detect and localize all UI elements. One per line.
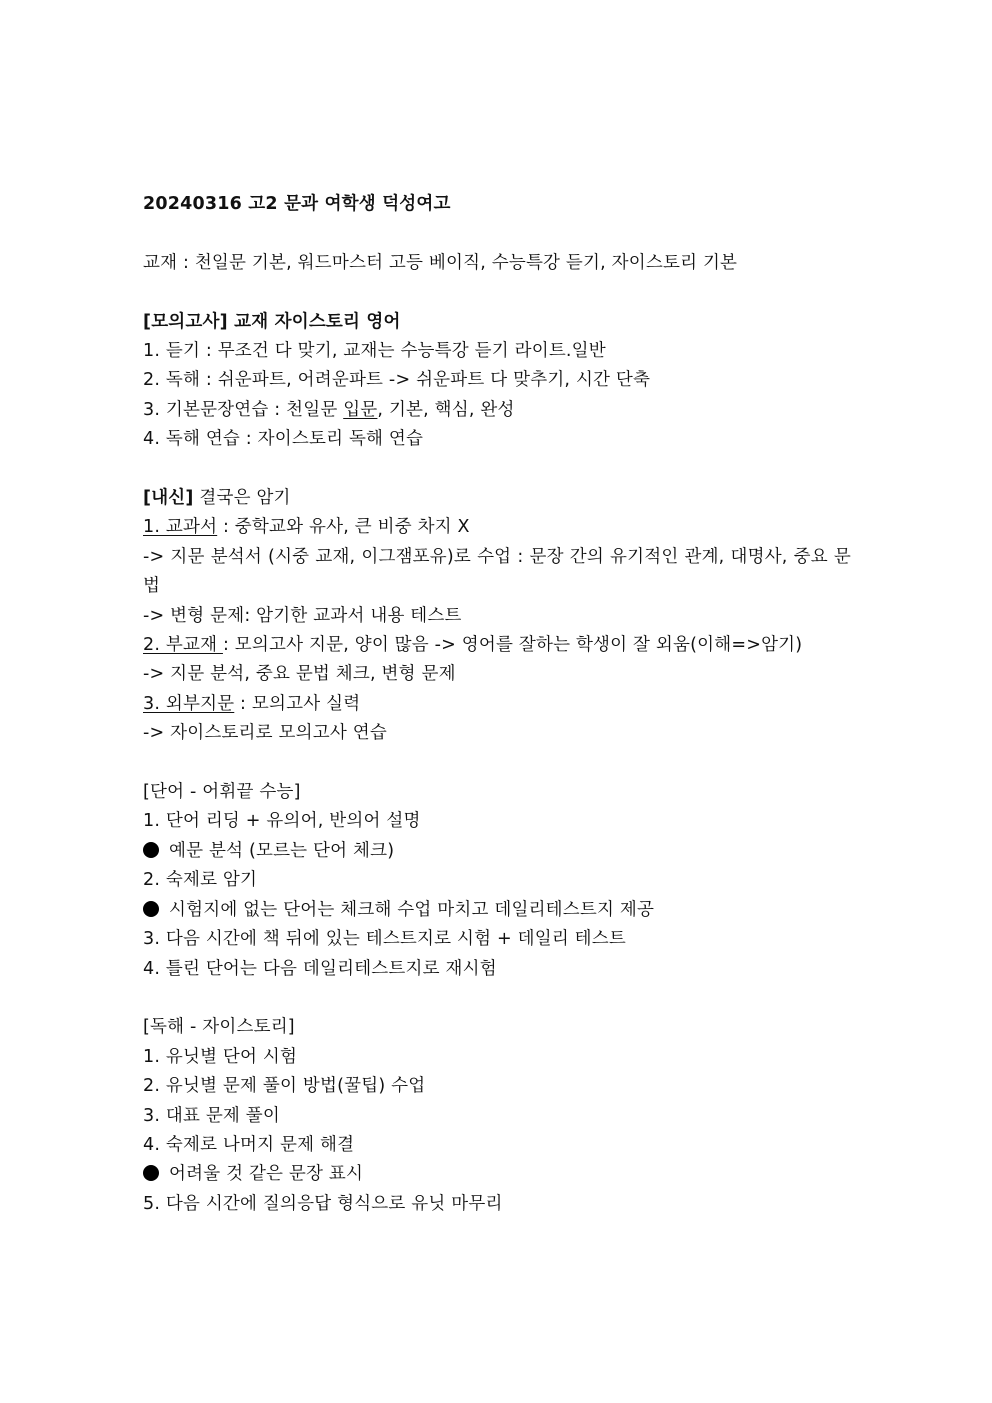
naesin-section-1-line-1: -> 지문 분석서 (시중 교재, 이그잼포유)로 수업 : 문장 간의 유기적인 관계, 대명사, 중요 문법 (143, 546, 851, 597)
materials-line: 교재 : 천일문 기본, 워드마스터 고등 베이직, 수능특강 듣기, 자이스토리 기본 (143, 252, 738, 273)
reading-bullet-1 (143, 1160, 851, 1189)
naesin-heading-bold: [내신] (143, 488, 194, 509)
bullet-icon (143, 1165, 159, 1181)
naesin-heading (143, 484, 851, 513)
reading-bullet-1-text: 어려울 것 같은 문장 표시 (169, 1164, 364, 1185)
naesin-section-3-line-1: -> 자이스토리로 모의고사 연습 (143, 723, 387, 744)
vocab-item-2: 2. 숙제로 암기 (143, 870, 258, 891)
bullet-icon (143, 842, 159, 858)
naesin-section-3-label: 3. 외부지문 (143, 693, 235, 714)
document-title: 20240316 고2 문과 여학생 덕성여고 (143, 194, 451, 214)
reading-item-3: 3. 대표 문제 풀이 (143, 1105, 281, 1126)
bullet-icon (143, 901, 159, 917)
naesin-section-3-text: : 모의고사 실력 (234, 693, 361, 714)
naesin-section-1-text: : 중학교와 유사, 큰 비중 차지 X (217, 517, 470, 538)
naesin-section-2-label: 2. 부교재 (143, 635, 223, 656)
vocab-bullet-1 (143, 837, 851, 866)
naesin-heading-rest: 결국은 암기 (193, 488, 291, 509)
naesin-section-1-label: 1. 교과서 (143, 517, 218, 538)
mock-exam-item-3-underlined: 입문 (343, 399, 378, 420)
mock-exam-item-3-suffix: , 기본, 핵심, 완성 (377, 399, 515, 420)
vocab-item-1: 1. 단어 리딩 + 유의어, 반의어 설명 (143, 811, 421, 832)
vocab-bullet-2-text: 시험지에 없는 단어는 체크해 수업 마치고 데일리테스트지 제공 (169, 899, 655, 920)
naesin-section-1-line-2: -> 변형 문제: 암기한 교과서 내용 테스트 (143, 605, 462, 626)
reading-item-4: 4. 숙제로 나머지 문제 해결 (143, 1134, 355, 1155)
naesin-section-1 (143, 513, 851, 542)
reading-item-5: 5. 다음 시간에 질의응답 형식으로 유닛 마무리 (143, 1193, 503, 1214)
document-page (143, 190, 851, 1219)
vocab-bullet-1-text: 예문 분석 (모르는 단어 체크) (169, 840, 395, 861)
naesin-section-2-text: : 모의고사 지문, 양이 많음 -> 영어를 잘하는 학생이 잘 외움(이해=>암기) (222, 635, 803, 656)
vocab-bullet-2 (143, 896, 851, 925)
mock-exam-heading: [모의고사] 교재 자이스토리 영어 (143, 311, 401, 332)
mock-exam-item-1: 1. 듣기 : 무조건 다 맞기, 교재는 수능특강 듣기 라이트.일반 (143, 341, 606, 361)
mock-exam-item-4: 4. 독해 연습 : 자이스토리 독해 연습 (143, 429, 424, 450)
reading-item-2: 2. 유닛별 문제 풀이 방법(꿀팁) 수업 (143, 1076, 426, 1097)
mock-exam-item-2: 2. 독해 : 쉬운파트, 어려운파트 -> 쉬운파트 다 맞추기, 시간 단축 (143, 370, 651, 391)
reading-heading: [독해 - 자이스토리] (143, 1017, 295, 1038)
naesin-section-2 (143, 631, 851, 660)
mock-exam-item-3 (143, 396, 851, 425)
vocab-item-4: 4. 틀린 단어는 다음 데일리테스트지로 재시험 (143, 958, 497, 979)
reading-item-1: 1. 유닛별 단어 시험 (143, 1046, 298, 1067)
vocab-item-3: 3. 다음 시간에 책 뒤에 있는 테스트지로 시험 + 데일리 테스트 (143, 929, 627, 950)
naesin-section-3 (143, 690, 851, 719)
mock-exam-item-3-prefix: 3. 기본문장연습 : 천일문 (143, 399, 344, 420)
vocab-heading: [단어 - 어휘끝 수능] (143, 782, 301, 803)
naesin-section-2-line-1: -> 지문 분석, 중요 문법 체크, 변형 문제 (143, 664, 456, 685)
